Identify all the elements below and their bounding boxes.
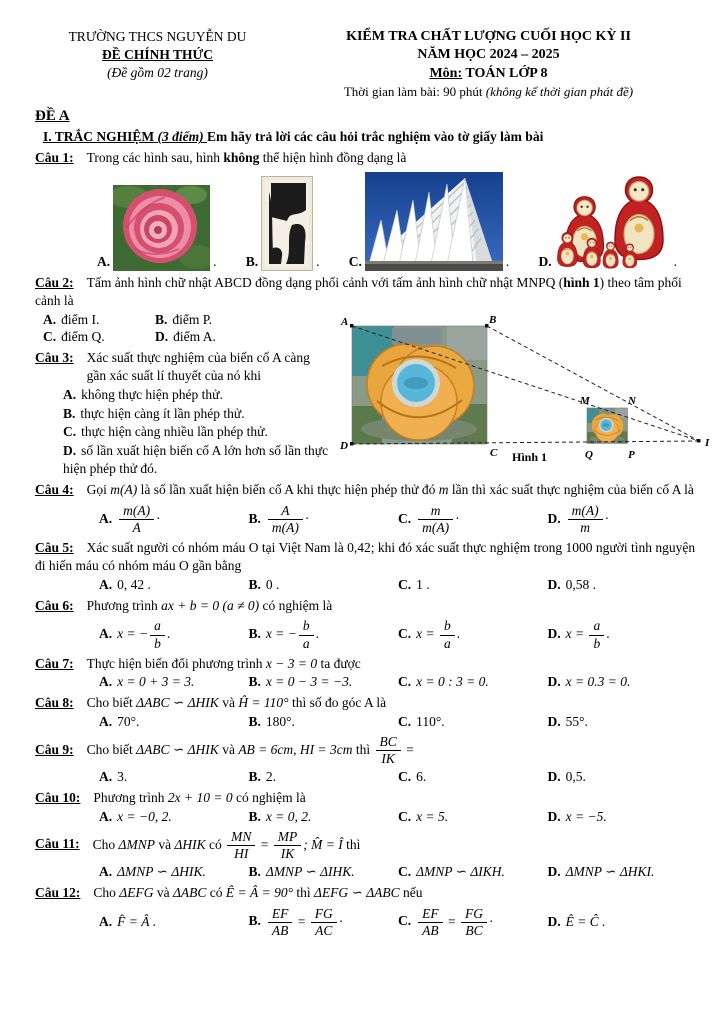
question-2-3-figure-row xyxy=(35,311,710,478)
q9-option-a: A. 3. xyxy=(99,769,128,785)
subject-line xyxy=(280,65,697,83)
question-10: Câu 10: Phương trình 2x + 10 = 0 có nghiệm là xyxy=(35,790,306,806)
school-name: TRƯỜNG THCS NGUYỄN DU xyxy=(68,29,247,44)
time-label: Thời gian làm bài: 90 phút xyxy=(343,84,486,100)
choice-d-label: D. xyxy=(538,254,552,270)
time-note: (không kể thời gian phát đề) xyxy=(485,84,634,100)
question-3-options xyxy=(63,386,337,478)
q6-option-a: A. x = − $\frac{a}{b}$ . xyxy=(99,618,171,651)
question-12-label: Câu 12: xyxy=(35,884,81,900)
pages-note: (Đề gồm 02 trang) xyxy=(107,64,208,80)
q10-option-b: B. x = 0, 2. xyxy=(248,808,312,824)
choice-a-cell xyxy=(97,185,217,271)
q4-option-b: B. $\frac{A}{m(A)}$ · xyxy=(248,502,310,535)
question-4-label: Câu 4: xyxy=(35,481,74,497)
q5-option-d: D. 0,58 . xyxy=(547,576,596,592)
q11-option-c: C. ΔMNP ∽ ΔIKH. xyxy=(398,864,505,880)
question-5-label: Câu 5: xyxy=(35,540,74,556)
figure-label-d: D xyxy=(340,439,348,452)
choice-d-cell xyxy=(538,170,677,271)
q3-option-a: A. không thực hiện phép thử. xyxy=(63,386,223,402)
section1-points: (3 điểm) xyxy=(157,129,208,145)
q8-option-d: D. 55°. xyxy=(547,714,588,730)
question-11-options xyxy=(99,863,697,881)
abstract-art-image xyxy=(261,176,313,271)
question-2-figure-ref: hình 1 xyxy=(563,274,600,290)
figure-label-b: B xyxy=(489,313,497,326)
q11-option-b: B. ΔMNP ∽ ΔIHK. xyxy=(248,864,355,880)
figure-label-a: A xyxy=(341,315,349,328)
question-7: Câu 7: Thực hiện biến đổi phương trình x − 3 = 0 ta được xyxy=(35,655,361,671)
section1-instruction: Em hãy trả lời các câu hỏi trắc nghiệm vào tờ giấy làm bài xyxy=(207,129,544,145)
matryoshka-dolls-image xyxy=(555,170,671,271)
chapel-building-image xyxy=(365,172,503,271)
choice-b-label: B. xyxy=(245,254,259,270)
header xyxy=(35,28,697,101)
question-3-text: Xác suất thực nghiệm của biến cố A càng gần xác suất lí thuyết của nó khi xyxy=(86,350,310,384)
q3-option-b: B. thực hiện càng ít lần phép thử. xyxy=(63,405,245,421)
q9-option-d: D. 0,5. xyxy=(547,769,586,785)
question-7-options xyxy=(99,673,697,691)
question-5-text: Xác suất người có nhóm máu O tại Việt Nam là 0,42; khi đó xác suất thực nghiệm trong 1000 người tình nguyện đi hiến máu có nhóm máu O gần bằng xyxy=(35,540,696,573)
left-column xyxy=(35,311,337,478)
question-6-label: Câu 6: xyxy=(35,597,74,613)
figure-label-p: P xyxy=(628,448,635,461)
perspective-figure xyxy=(337,313,717,465)
header-right-block xyxy=(280,28,697,101)
q9-option-c: C. 6. xyxy=(398,769,427,785)
question-2-text: Tấm ảnh hình chữ nhật ABCD đồng dạng phối cảnh với tấm ảnh hình chữ nhật MNPQ ( xyxy=(86,274,564,290)
exam-code: ĐỀ A xyxy=(35,107,70,124)
figure-1 xyxy=(337,313,717,478)
figure-label-n: N xyxy=(628,394,636,407)
subject-value: TOÁN LỚP 8 xyxy=(462,65,548,81)
question-1-label: Câu 1: xyxy=(35,150,74,166)
question-3-label: Câu 3: xyxy=(35,350,74,366)
question-1-text-bold: không xyxy=(223,150,260,166)
q8-option-a: A. 70°. xyxy=(99,714,140,730)
q11-option-d: D. ΔMNP ∽ ΔHKI. xyxy=(547,864,655,880)
figure-label-i: I xyxy=(705,436,710,449)
q6-option-d: D. x = $\frac{a}{b}$ . xyxy=(547,618,610,651)
choice-c-cell xyxy=(349,172,510,271)
choice-a-label: A. xyxy=(97,254,111,270)
choice-d-suffix: . xyxy=(673,254,677,270)
question-1 xyxy=(35,149,697,167)
question-12: Câu 12: Cho ΔEFG và ΔABC có Ê = Â = 90° thì ΔEFG ∽ ΔABC nếu xyxy=(35,884,423,900)
q3-option-d: D. số lần xuất hiện biến cố A lớn hơn số lần thực hiện phép thử đó. xyxy=(63,443,329,477)
question-8-label: Câu 8: xyxy=(35,695,74,711)
question-6-options xyxy=(99,618,697,651)
question-10-options xyxy=(99,808,697,826)
q7-option-a: A. x = 0 + 3 = 3. xyxy=(99,674,195,690)
question-2-options xyxy=(35,311,337,347)
q10-option-c: C. x = 5. xyxy=(398,808,449,824)
choice-b-cell xyxy=(246,176,320,271)
q9-option-b: B. 2. xyxy=(248,769,277,785)
q12-option-b: B. $\frac{EF}{AB}$ = $\frac{FG}{AC}$ · xyxy=(248,905,344,938)
question-2-label: Câu 2: xyxy=(35,274,74,290)
question-2-text-post: ) theo tâm phối cảnh là xyxy=(35,274,682,308)
question-9-label: Câu 9: xyxy=(35,741,74,757)
question-4-options xyxy=(99,503,697,536)
q5-option-a: A. 0, 42 . xyxy=(99,576,151,592)
q2-option-c: C. điểm Q. xyxy=(43,329,105,345)
q2-option-a: A. điểm I. xyxy=(43,311,100,327)
question-1-images xyxy=(97,170,677,271)
exam-title-line1: KIỂM TRA CHẤT LƯỢNG CUỐI HỌC KỲ II xyxy=(346,29,631,44)
q4-option-a: A. $\frac{m(A)}{A}$ · xyxy=(99,502,161,535)
q5-option-c: C. 1 . xyxy=(398,576,430,592)
q12-option-c: C. $\frac{EF}{AB}$ = $\frac{FG}{BC}$ · xyxy=(398,905,494,938)
time-line xyxy=(280,83,697,100)
q8-option-b: B. 180°. xyxy=(248,714,295,730)
question-6: Câu 6: Phương trình ax + b = 0 (a ≠ 0) có nghiệm là xyxy=(35,597,333,613)
exam-type-label: ĐỀ CHÍNH THỨC xyxy=(101,46,213,62)
question-2 xyxy=(35,274,697,310)
question-5 xyxy=(35,539,697,575)
q6-option-b: B. x = − $\frac{b}{a}$ . xyxy=(248,618,319,651)
q12-option-d: D. Ê = Ĉ . xyxy=(547,914,606,930)
header-left-block xyxy=(35,28,280,101)
figure-caption: Hình 1 xyxy=(512,449,548,464)
q3-option-c: C. thực hiện càng nhiều lần phép thử. xyxy=(63,424,268,440)
figure-label-q: Q xyxy=(585,448,593,461)
q7-option-c: C. x = 0 : 3 = 0. xyxy=(398,674,489,690)
q11-option-a: A. ΔMNP ∽ ΔHIK. xyxy=(99,864,206,880)
q12-option-a: A. F̂ = Â . xyxy=(99,914,157,930)
choice-b-suffix: . xyxy=(316,254,320,270)
question-8-options xyxy=(99,713,697,731)
q4-option-d: D. $\frac{m(A)}{m}$ · xyxy=(547,502,610,535)
question-11: Câu 11: Cho ΔMNP và ΔHIK có $\frac{MN}{HI}$ = $\frac{MP}{IK}$ ; M̂ = Î thì xyxy=(35,828,361,861)
q6-option-c: C. x = $\frac{b}{a}$ . xyxy=(398,618,461,651)
choice-c-label: C. xyxy=(348,254,362,270)
subject-label: Môn: xyxy=(429,65,463,81)
q2-option-d: D. điểm A. xyxy=(155,329,216,345)
question-4: Câu 4: Gọi m(A) là số lần xuất hiện biến cố A khi thực hiện phép thử đó m lần thì xác suất thực nghiệm của biến cố A là xyxy=(35,481,694,497)
q8-option-c: C. 110°. xyxy=(398,714,445,730)
question-9-options xyxy=(99,768,697,786)
camellia-flower-image xyxy=(113,185,210,271)
question-11-label: Câu 11: xyxy=(35,836,80,852)
exam-title-line2: NĂM HỌC 2024 – 2025 xyxy=(417,47,560,63)
figure-label-c: C xyxy=(490,446,498,459)
question-1-text-post: thể hiện hình đồng dạng là xyxy=(259,150,407,166)
choice-a-suffix: . xyxy=(213,254,217,270)
question-9: Câu 9: Cho biết ΔABC ∽ ΔHIK và AB = 6cm, HI = 3cm thì $\frac{BC}{IK}$ = xyxy=(35,733,414,767)
question-12-options xyxy=(99,906,697,939)
section1-heading xyxy=(43,128,697,146)
q7-option-b: B. x = 0 − 3 = −3. xyxy=(248,674,353,690)
question-8: Câu 8: Cho biết ΔABC ∽ ΔHIK và Ĥ = 110° thì số đo góc A là xyxy=(35,695,387,711)
question-3 xyxy=(35,349,337,385)
q5-option-b: B. 0 . xyxy=(248,576,280,592)
q7-option-d: D. x = 0.3 = 0. xyxy=(547,674,631,690)
section1-number: I. TRẮC NGHIỆM xyxy=(43,129,158,145)
q10-option-a: A. x = −0, 2. xyxy=(99,808,172,824)
q4-option-c: C. $\frac{m}{m(A)}$ · xyxy=(398,502,460,535)
q2-option-b: B. điểm P. xyxy=(155,311,213,327)
question-7-label: Câu 7: xyxy=(35,655,74,671)
question-5-options xyxy=(99,576,697,594)
choice-c-suffix: . xyxy=(505,254,510,270)
q10-option-d: D. x = −5. xyxy=(547,808,607,824)
figure-label-m: M xyxy=(580,394,590,407)
question-1-text: Trong các hình sau, hình xyxy=(86,150,224,166)
question-10-label: Câu 10: xyxy=(35,790,81,806)
